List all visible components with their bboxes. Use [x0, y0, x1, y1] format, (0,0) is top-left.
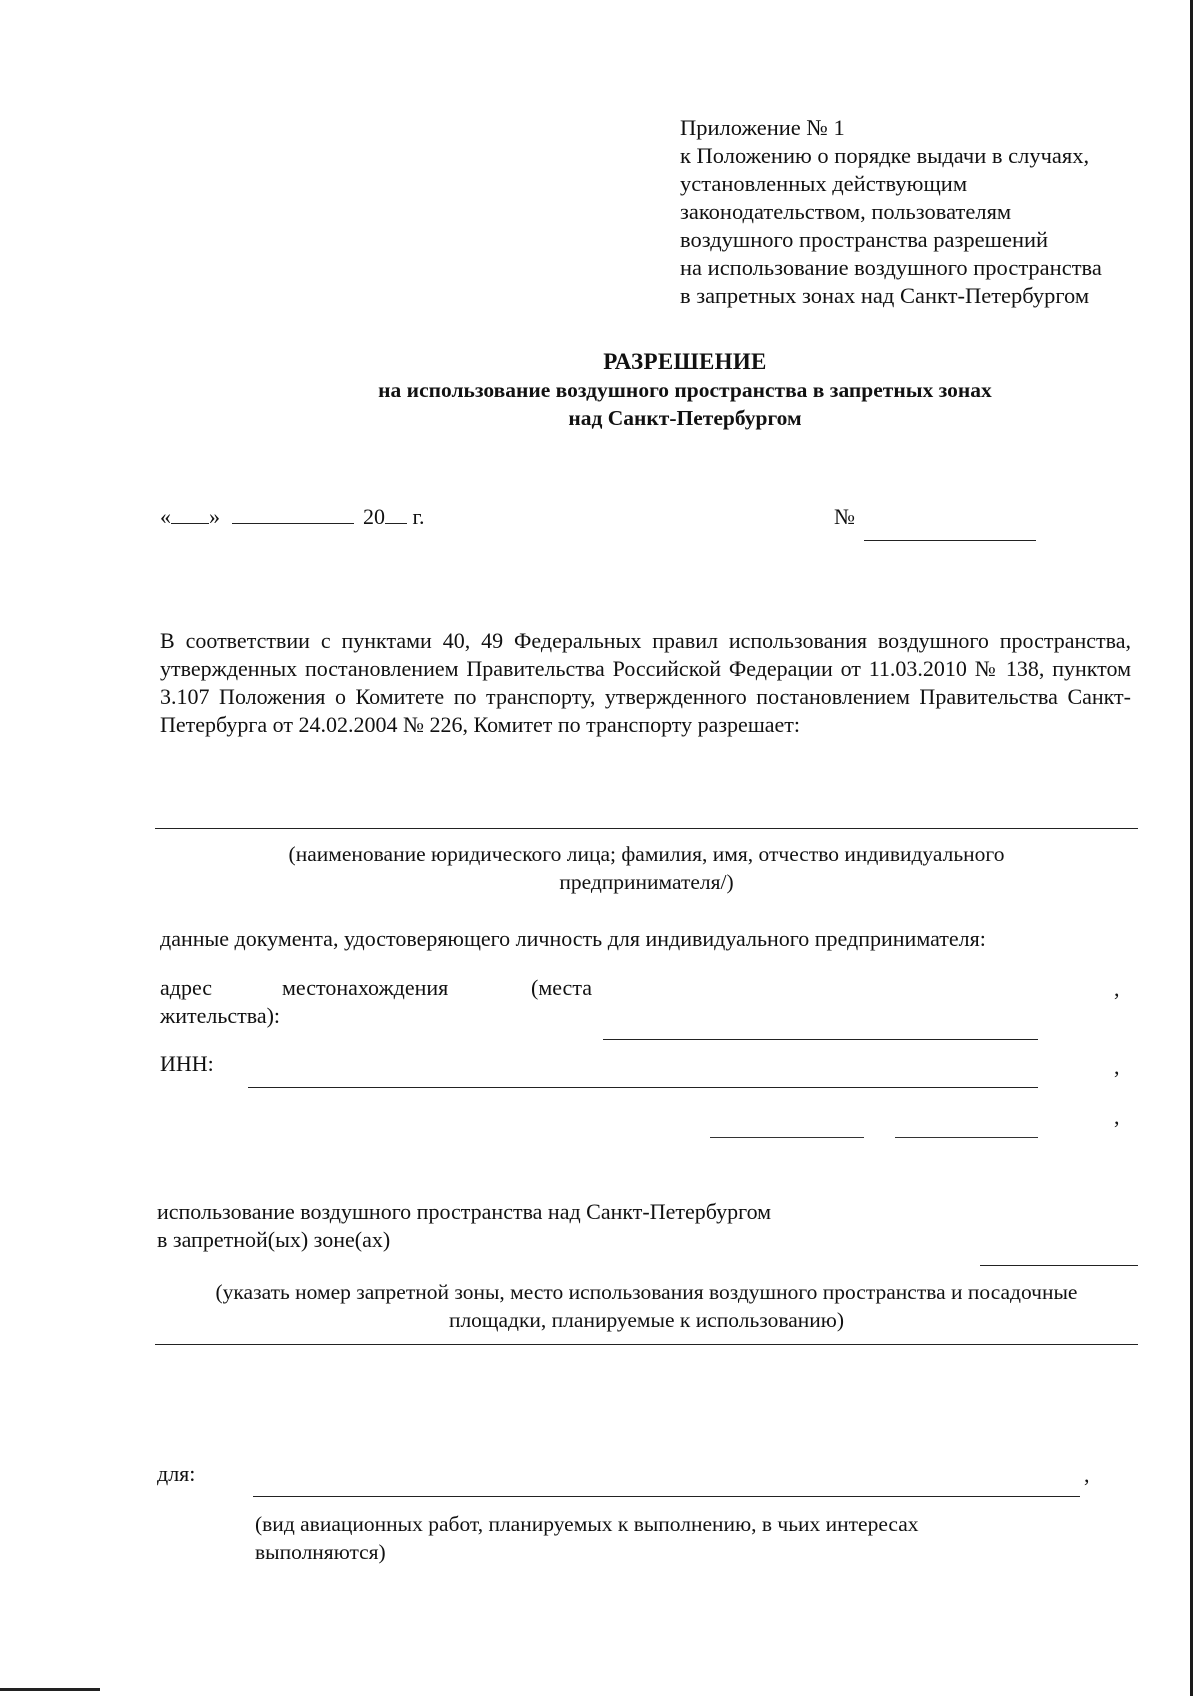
- entity-caption-line2: предпринимателя/): [559, 870, 734, 894]
- address-comma: ,: [1114, 976, 1120, 1001]
- year-blank[interactable]: [385, 523, 407, 524]
- entity-name-line[interactable]: [155, 828, 1138, 829]
- work-caption: [255, 1510, 919, 1566]
- annex-line: Приложение № 1: [680, 115, 845, 140]
- scan-corner-mark: [0, 1688, 100, 1691]
- date-close-quote: »: [209, 504, 220, 529]
- extra-line-2[interactable]: [895, 1137, 1038, 1138]
- extra-comma: ,: [1114, 1104, 1120, 1129]
- zone-line[interactable]: [155, 1344, 1138, 1345]
- usage-line2: в запретной(ых) зоне(ах): [157, 1227, 391, 1252]
- year-suffix: г.: [412, 504, 425, 529]
- annex-line: к Положению о порядке выдачи в случаях,: [680, 143, 1090, 168]
- inn-line[interactable]: [248, 1087, 1038, 1088]
- extra-line-1[interactable]: [710, 1137, 864, 1138]
- number-sign: №: [834, 504, 855, 529]
- address-line[interactable]: [603, 1039, 1038, 1040]
- annex-line: на использование воздушного пространства: [680, 255, 1102, 280]
- annex-line: воздушного пространства разрешений: [680, 227, 1049, 252]
- inn-comma: ,: [1114, 1054, 1120, 1079]
- title-subtitle-line2: над Санкт-Петербургом: [568, 406, 802, 430]
- zone-caption: [155, 1278, 1138, 1334]
- annex-line: в запретных зонах над Санкт-Петербургом: [680, 283, 1090, 308]
- date-field: [160, 504, 425, 530]
- address-word-1: адрес: [160, 975, 213, 1000]
- title-main: РАЗРЕШЕНИЕ: [603, 349, 767, 374]
- address-word-3: (места: [531, 975, 592, 1000]
- year-prefix: 20: [363, 504, 385, 529]
- for-label: для:: [157, 1461, 196, 1486]
- work-caption-line1: (вид авиационных работ, планируемых к выполнению, в чьих интересах: [255, 1512, 919, 1536]
- day-blank[interactable]: [171, 523, 209, 524]
- document-title: [0, 348, 1200, 432]
- for-comma: ,: [1084, 1462, 1090, 1487]
- month-blank[interactable]: [232, 523, 354, 524]
- zone-caption-line1: (указать номер запретной зоны, место использования воздушного пространства и посадочные: [215, 1280, 1078, 1304]
- number-blank[interactable]: [864, 540, 1036, 541]
- annex-line: законодательством, пользователям: [680, 199, 1012, 224]
- work-caption-line2: выполняются): [255, 1540, 386, 1564]
- entity-caption: [155, 840, 1138, 896]
- annex-line: установленных действующим: [680, 171, 968, 196]
- zone-caption-line2: площадки, планируемые к использованию): [448, 1308, 845, 1332]
- preamble-paragraph: В соответствии с пунктами 40, 49 Федеральных правил использования воздушного пространства, утвержденных постановлением Правительства Российской Федерации от 11.03.2010 № 138, пунктом 3.107 Положения о Комитете по транспорту, утвержденного постановлением Правительства Санкт-Петербурга от 24.02.2004 № 226, Комитет по транспорту разрешает:: [160, 628, 1131, 737]
- usage-line1: использование воздушного пространства над Санкт-Петербургом: [157, 1199, 772, 1224]
- annex-header: [680, 114, 1160, 310]
- address-word-2: местонахождения: [282, 975, 449, 1000]
- zone-blank-line[interactable]: [980, 1265, 1138, 1266]
- for-line[interactable]: [253, 1496, 1080, 1497]
- id-document-label: данные документа, удостоверяющего личность для индивидуального предпринимателя:: [160, 926, 986, 951]
- address-label-line2: жительства):: [160, 1003, 281, 1028]
- date-open-quote: «: [160, 504, 171, 529]
- scan-edge-border: [1190, 0, 1193, 1696]
- entity-caption-line1: (наименование юридического лица; фамилия, имя, отчество индивидуального: [288, 842, 1005, 866]
- inn-label: ИНН:: [160, 1051, 214, 1076]
- title-subtitle-line1: на использование воздушного пространства в запретных зонах: [378, 378, 992, 402]
